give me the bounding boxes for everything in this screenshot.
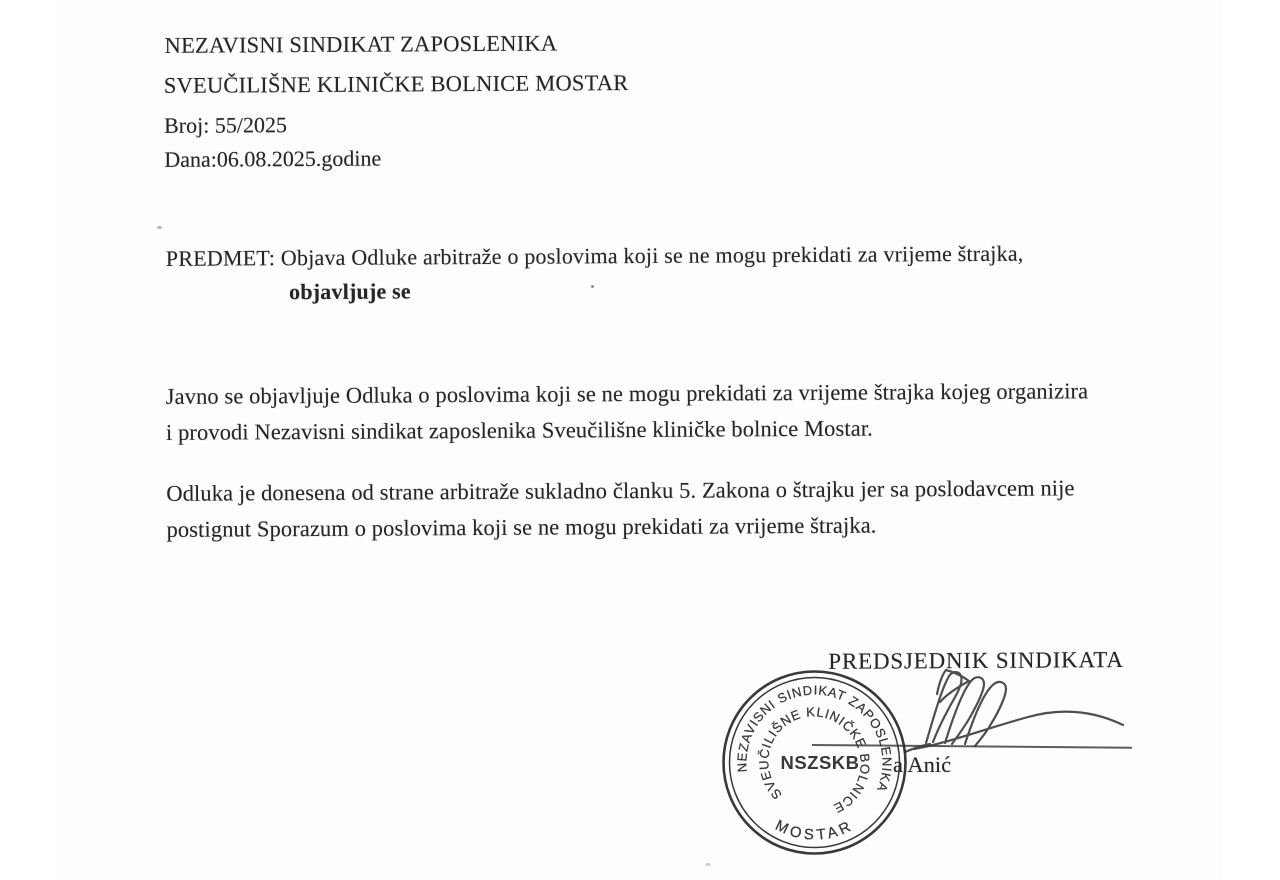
union-stamp (704, 652, 925, 873)
stamp-bottom-text: MOSTAR (772, 816, 857, 844)
svg-text:MOSTAR (772, 817, 856, 844)
signature-flag-stroke (937, 670, 969, 702)
document-number: Broj: 55/2025 (163, 112, 287, 138)
org-name-line1: NEZAVISNI SINDIKAT ZAPOSLENIKA (164, 30, 558, 58)
paragraph1-line2: i provodi Nezavisni sindikat zaposlenika Sveučilišne kliničke bolnice Mostar. (165, 415, 873, 445)
subject-line: PREDMET: Objava Odluke arbitraže o poslovima koji se ne mogu prekidati za vrijeme štrajka, (165, 240, 1024, 271)
org-name-line2: SVEUČILIŠNE KLINIČKE BOLNICE MOSTAR (163, 70, 629, 98)
subject-announcement: objavljuje se (289, 278, 411, 305)
signer-name: a Anić (893, 752, 952, 777)
paragraph1-line1: Javno se objavljuje Odluka o poslovima koji se ne mogu prekidati za vrijeme štrajka kojeg organizira (165, 378, 1089, 409)
stamp-inner-ring-text: SVEUČILIŠNE KLINIČKE BOLNICE (756, 704, 873, 817)
paragraph2-line1: Odluka je donesena od strane arbitraže sukladno članku 5. Zakona o štrajku jer sa poslodavcem nije (166, 475, 1075, 506)
document-date: Dana:06.08.2025.godine (164, 145, 382, 172)
stamp-center-abbreviation: NSZSKB (780, 752, 860, 773)
stamp-outer-ring-text: NEZAVISNI SINDIKAT ZAPOSLENIKA (734, 682, 895, 795)
paragraph2-line2: postignut Sporazum o poslovima koji se ne mogu prekidati za vrijeme štrajka. (166, 512, 877, 542)
signature-title: PREDSJEDNIK SINDIKATA (828, 647, 1124, 674)
